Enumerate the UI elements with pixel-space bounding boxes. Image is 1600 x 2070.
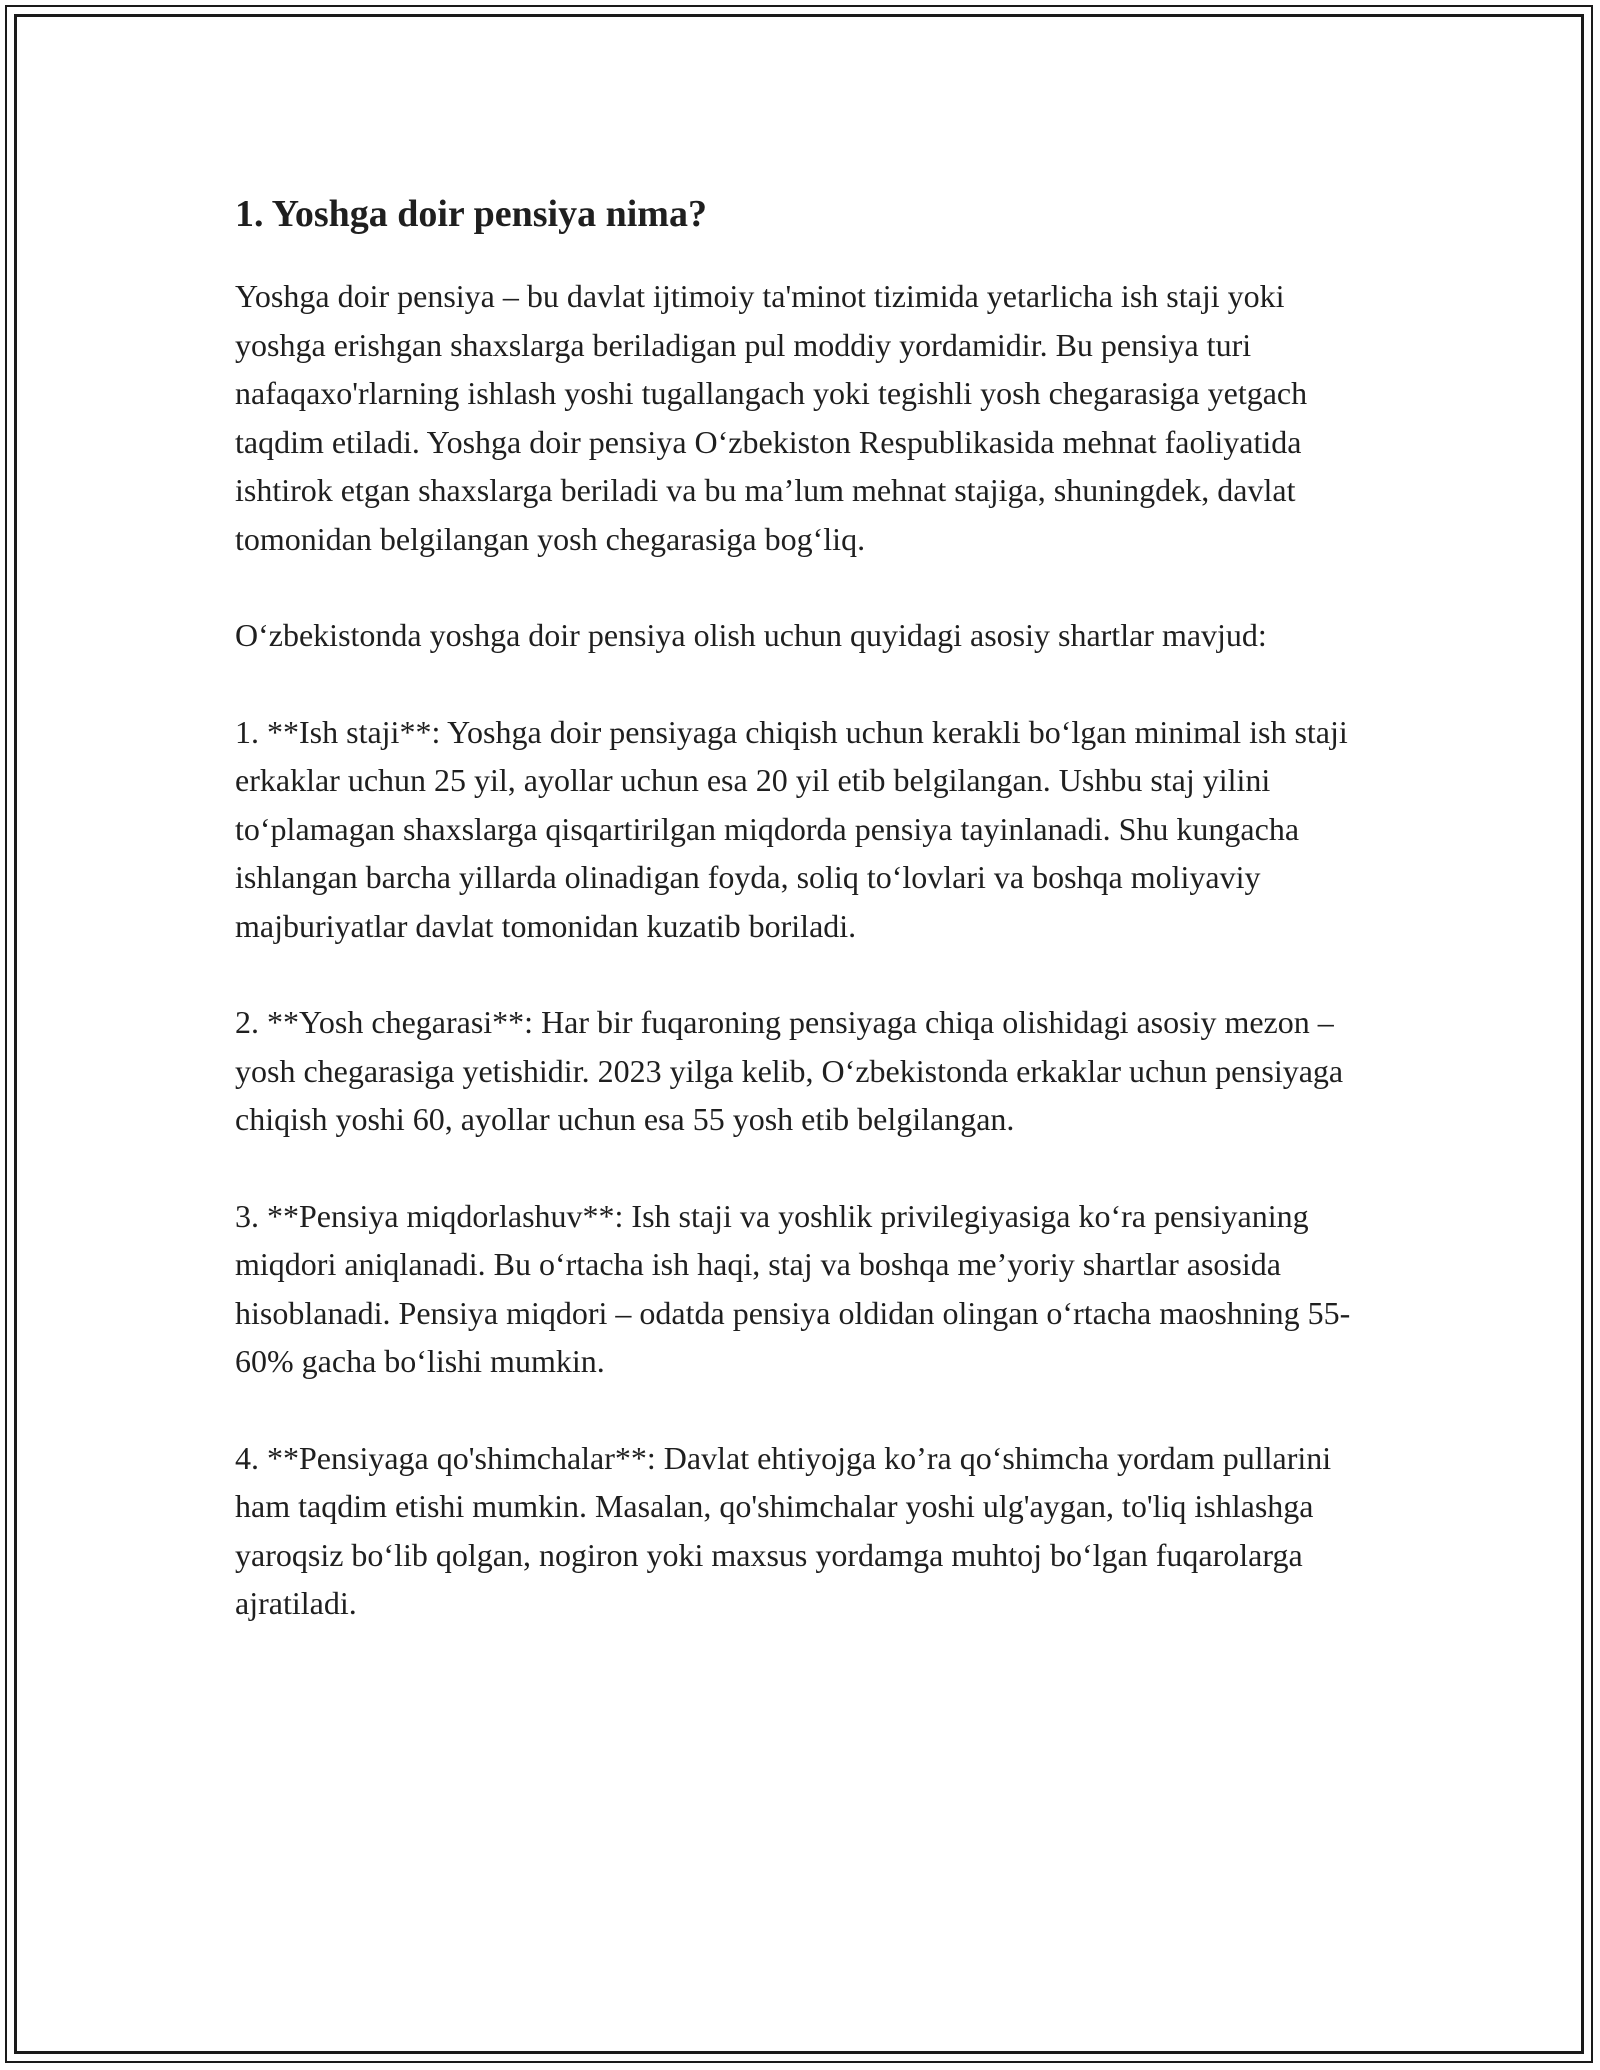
conditions-intro-paragraph: O‘zbekistonda yoshga doir pensiya olish uchun quyidagi asosiy shartlar mavjud: [235,617,1267,653]
condition-age-limit: 2. **Yosh chegarasi**: Har bir fuqaroning pensiyaga chiqa olishidagi asosiy mezon – yosh chegarasiga yetishidir. 2023 yilga kelib, O‘zbekistonda erkaklar uchun pensiyaga chiqish yoshi 60, ayollar uchun esa 55 yosh etib belgilangan. [235,1004,1344,1137]
condition-pension-supplements: 4. **Pensiyaga qo'shimchalar**: Davlat ehtiyojga ko’ra qo‘shimcha yordam pullarini ham taqdim etishi mumkin. Masalan, qo'shimchalar yoshi ulg'aygan, to'liq ishlashga yaroqsiz bo‘lib qolgan, nogiron yoki maxsus yordamga muhtoj bo‘lgan fuqarolarga ajratiladi. [235,1439,1332,1621]
condition-work-experience: 1. **Ish staji**: Yoshga doir pensiyaga chiqish uchun kerakli bo‘lgan minimal ish staji erkaklar uchun 25 yil, ayollar uchun esa 20 yil etib belgilangan. Ushbu staj yilini to‘plamagan shaxslarga qisqartirilgan miqdorda pensiya tayinlanadi. Shu kungacha ishlangan barcha yillarda olinadigan foyda, soliq to‘lovlari va boshqa moliyaviy majburiyatlar davlat tomonidan kuzatib boriladi. [235,713,1348,944]
condition-pension-amount: 3. **Pensiya miqdorlashuv**: Ish staji va yoshlik privilegiyasiga ko‘ra pensiyaning miqdori aniqlanadi. Bu o‘rtacha ish haqi, staj va boshqa me’yoriy shartlar asosida hisoblanadi. Pensiya miqdori – odatda pensiya oldidan olingan o‘rtacha maoshning 55-60% gacha bo‘lishi mumkin. [235,1197,1351,1379]
document-title: 1. Yoshga doir pensiya nima? [235,193,707,235]
intro-paragraph: Yoshga doir pensiya – bu davlat ijtimoiy ta'minot tizimida yetarlicha ish staji yoki yoshga erishgan shaxslarga beriladigan pul moddiy yordamidir. Bu pensiya turi nafaqaxo'rlarning ishlash yoshi tugallangach yoki tegishli yosh chegarasiga yetgach taqdim etiladi. Yoshga doir pensiya O‘zbekiston Respublikasida mehnat faoliyatida ishtirok etgan shaxslarga beriladi va bu ma’lum mehnat stajiga, shuningdek, davlat tomonidan belgilangan yosh chegarasiga bog‘liq. [235,278,1308,557]
document-body [235,186,1375,1676]
